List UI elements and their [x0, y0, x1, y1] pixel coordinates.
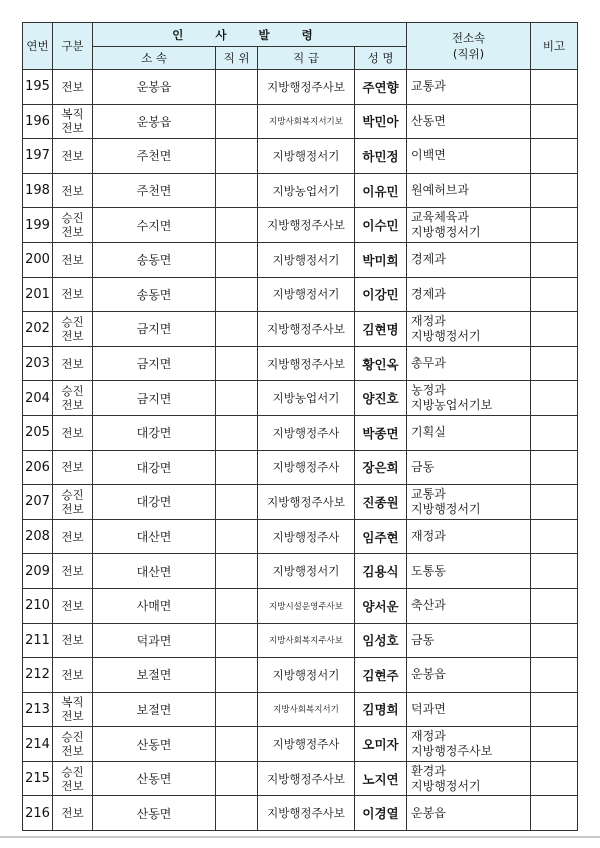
header-grade: 직 급	[258, 47, 355, 70]
cell-unit: 보절면	[93, 658, 216, 693]
cell-grade: 지방사회복지주사보	[258, 623, 355, 658]
cell-grade: 지방행정서기	[258, 242, 355, 277]
table-row	[23, 588, 578, 623]
prev-unit-line: 운봉읍	[411, 667, 446, 682]
type-line: 전보	[61, 501, 84, 516]
cell-prev-unit	[407, 761, 531, 796]
cell-grade: 지방행정주사보	[258, 796, 355, 831]
cell-no: 204	[23, 381, 53, 416]
cell-prev-unit	[407, 242, 531, 277]
type-line: 전보	[61, 398, 84, 413]
cell-remark	[531, 796, 578, 831]
table-row	[23, 277, 578, 312]
cell-grade: 지방행정주사보	[258, 761, 355, 796]
cell-grade: 지방행정서기	[258, 139, 355, 174]
type-line: 승진	[61, 384, 84, 399]
cell-no: 216	[23, 796, 53, 831]
cell-unit: 대강면	[93, 450, 216, 485]
cell-name: 장은희	[355, 450, 407, 485]
cell-grade: 지방행정주사보	[258, 485, 355, 520]
cell-remark	[531, 70, 578, 105]
cell-position	[216, 381, 258, 416]
cell-name: 박종면	[355, 415, 407, 450]
prev-unit-line: 경제과	[411, 252, 446, 267]
type-line: 전보	[61, 529, 84, 544]
table-row	[23, 242, 578, 277]
table-header	[23, 23, 578, 70]
table-row	[23, 519, 578, 554]
cell-grade: 지방사회복지서기보	[258, 104, 355, 139]
cell-no: 215	[23, 761, 53, 796]
cell-unit: 대산면	[93, 554, 216, 589]
cell-position	[216, 346, 258, 381]
cell-name: 하민정	[355, 139, 407, 174]
type-line: 전보	[61, 121, 84, 136]
cell-no: 212	[23, 658, 53, 693]
cell-remark	[531, 346, 578, 381]
cell-name: 양진호	[355, 381, 407, 416]
type-line: 전보	[61, 79, 84, 94]
cell-no: 199	[23, 208, 53, 243]
type-line: 전보	[61, 460, 84, 475]
cell-position	[216, 658, 258, 693]
prev-unit-line: 지방행정서기	[411, 778, 481, 793]
cell-prev-unit	[407, 588, 531, 623]
cell-grade: 지방사회복지서기	[258, 692, 355, 727]
table-row	[23, 415, 578, 450]
cell-no: 210	[23, 588, 53, 623]
header-position: 직 위	[216, 47, 258, 70]
prev-unit-line: 기획실	[411, 425, 446, 440]
table-row	[23, 173, 578, 208]
cell-no: 213	[23, 692, 53, 727]
cell-type	[53, 139, 93, 174]
header-unit: 소 속	[93, 47, 216, 70]
cell-position	[216, 554, 258, 589]
cell-grade: 지방행정주사	[258, 727, 355, 762]
cell-prev-unit	[407, 692, 531, 727]
cell-name: 임성호	[355, 623, 407, 658]
cell-prev-unit	[407, 727, 531, 762]
cell-position	[216, 692, 258, 727]
cell-prev-unit	[407, 658, 531, 693]
cell-name: 박미희	[355, 242, 407, 277]
cell-name: 양서운	[355, 588, 407, 623]
cell-unit: 산동면	[93, 761, 216, 796]
header-prev-position-label: (직위)	[452, 47, 485, 61]
prev-unit-line: 지방행정서기	[411, 501, 481, 516]
cell-unit: 대강면	[93, 485, 216, 520]
cell-prev-unit	[407, 104, 531, 139]
cell-no: 202	[23, 312, 53, 347]
cell-position	[216, 277, 258, 312]
cell-type	[53, 415, 93, 450]
cell-remark	[531, 485, 578, 520]
cell-unit: 송동면	[93, 277, 216, 312]
cell-unit: 송동면	[93, 242, 216, 277]
cell-remark	[531, 588, 578, 623]
table-row	[23, 485, 578, 520]
cell-position	[216, 208, 258, 243]
cell-remark	[531, 692, 578, 727]
cell-name: 김명희	[355, 692, 407, 727]
personnel-appointment-table	[22, 22, 578, 831]
cell-grade: 지방행정주사	[258, 415, 355, 450]
cell-grade: 지방행정주사	[258, 519, 355, 554]
prev-unit-line: 재정과	[411, 729, 446, 744]
cell-grade: 지방행정주사보	[258, 70, 355, 105]
cell-no: 211	[23, 623, 53, 658]
type-line: 전보	[61, 778, 84, 793]
table-row	[23, 139, 578, 174]
table-row	[23, 658, 578, 693]
cell-remark	[531, 450, 578, 485]
cell-position	[216, 588, 258, 623]
cell-grade: 지방농업서기	[258, 381, 355, 416]
prev-unit-line: 재정과	[411, 313, 446, 328]
prev-unit-line: 지방농업서기보	[411, 398, 493, 413]
type-line: 승진	[61, 487, 84, 502]
header-appointment	[93, 23, 407, 47]
cell-position	[216, 623, 258, 658]
cell-prev-unit	[407, 173, 531, 208]
type-line: 전보	[61, 148, 84, 163]
cell-remark	[531, 104, 578, 139]
type-line: 전보	[61, 806, 84, 821]
cell-grade: 지방농업서기	[258, 173, 355, 208]
cell-no: 200	[23, 242, 53, 277]
cell-prev-unit	[407, 519, 531, 554]
prev-unit-line: 교육체육과	[411, 210, 469, 225]
cell-unit: 금지면	[93, 312, 216, 347]
type-line: 승진	[61, 764, 84, 779]
cell-prev-unit	[407, 312, 531, 347]
cell-unit: 운봉읍	[93, 70, 216, 105]
cell-type	[53, 346, 93, 381]
table-row	[23, 554, 578, 589]
cell-remark	[531, 381, 578, 416]
cell-type	[53, 658, 93, 693]
prev-unit-line: 교통과	[411, 79, 446, 94]
cell-unit: 대강면	[93, 415, 216, 450]
cell-unit: 산동면	[93, 727, 216, 762]
cell-unit: 보절면	[93, 692, 216, 727]
prev-unit-line: 덕과면	[411, 701, 446, 716]
cell-no: 201	[23, 277, 53, 312]
cell-remark	[531, 242, 578, 277]
prev-unit-line: 금동	[411, 459, 435, 474]
prev-unit-line: 운봉읍	[411, 805, 446, 820]
cell-prev-unit	[407, 346, 531, 381]
prev-unit-line: 총무과	[411, 356, 446, 371]
cell-prev-unit	[407, 381, 531, 416]
cell-remark	[531, 727, 578, 762]
prev-unit-line: 축산과	[411, 598, 446, 613]
cell-unit: 운봉읍	[93, 104, 216, 139]
cell-no: 198	[23, 173, 53, 208]
cell-name: 이강민	[355, 277, 407, 312]
type-line: 전보	[61, 183, 84, 198]
type-line: 전보	[61, 667, 84, 682]
cell-prev-unit	[407, 70, 531, 105]
table-row	[23, 208, 578, 243]
cell-grade: 지방행정주사보	[258, 312, 355, 347]
cell-prev-unit	[407, 415, 531, 450]
cell-position	[216, 796, 258, 831]
cell-position	[216, 450, 258, 485]
cell-remark	[531, 208, 578, 243]
cell-type	[53, 519, 93, 554]
cell-prev-unit	[407, 208, 531, 243]
cell-type	[53, 104, 93, 139]
cell-unit: 주천면	[93, 139, 216, 174]
cell-remark	[531, 312, 578, 347]
cell-grade: 지방행정주사보	[258, 346, 355, 381]
type-line: 전보	[61, 328, 84, 343]
cell-name: 노지연	[355, 761, 407, 796]
cell-position	[216, 727, 258, 762]
cell-type	[53, 277, 93, 312]
cell-position	[216, 104, 258, 139]
cell-grade: 지방행정서기	[258, 554, 355, 589]
cell-no: 195	[23, 70, 53, 105]
cell-unit: 산동면	[93, 796, 216, 831]
prev-unit-line: 도통동	[411, 563, 446, 578]
cell-name: 오미자	[355, 727, 407, 762]
cell-no: 209	[23, 554, 53, 589]
cell-position	[216, 485, 258, 520]
cell-name: 이경열	[355, 796, 407, 831]
cell-type	[53, 727, 93, 762]
cell-unit: 금지면	[93, 381, 216, 416]
cell-position	[216, 415, 258, 450]
cell-type	[53, 381, 93, 416]
cell-name: 김용식	[355, 554, 407, 589]
table-row	[23, 104, 578, 139]
prev-unit-line: 교통과	[411, 486, 446, 501]
type-line: 승진	[61, 314, 84, 329]
cell-prev-unit	[407, 554, 531, 589]
table-row	[23, 70, 578, 105]
type-line: 복직	[61, 107, 84, 122]
cell-remark	[531, 623, 578, 658]
type-line: 전보	[61, 709, 84, 724]
page-bottom-rule	[0, 836, 600, 838]
prev-unit-line: 지방행정서기	[411, 328, 481, 343]
type-line: 복직	[61, 695, 84, 710]
cell-type	[53, 242, 93, 277]
cell-position	[216, 242, 258, 277]
cell-grade: 지방행정서기	[258, 277, 355, 312]
type-line: 전보	[61, 287, 84, 302]
cell-prev-unit	[407, 139, 531, 174]
cell-position	[216, 312, 258, 347]
cell-grade: 지방행정주사보	[258, 208, 355, 243]
cell-unit: 대산면	[93, 519, 216, 554]
prev-unit-line: 경제과	[411, 286, 446, 301]
cell-no: 196	[23, 104, 53, 139]
cell-remark	[531, 139, 578, 174]
prev-unit-line: 이백면	[411, 148, 446, 163]
cell-type	[53, 173, 93, 208]
table-row	[23, 623, 578, 658]
cell-type	[53, 70, 93, 105]
cell-unit: 수지면	[93, 208, 216, 243]
cell-type	[53, 761, 93, 796]
header-type: 구분	[53, 23, 93, 70]
cell-unit: 금지면	[93, 346, 216, 381]
cell-no: 205	[23, 415, 53, 450]
cell-prev-unit	[407, 796, 531, 831]
cell-type	[53, 588, 93, 623]
prev-unit-line: 재정과	[411, 529, 446, 544]
cell-type	[53, 208, 93, 243]
cell-remark	[531, 519, 578, 554]
cell-grade: 지방행정주사	[258, 450, 355, 485]
table-row	[23, 727, 578, 762]
table-row	[23, 450, 578, 485]
type-line: 전보	[61, 425, 84, 440]
cell-prev-unit	[407, 450, 531, 485]
type-line: 전보	[61, 252, 84, 267]
cell-type	[53, 692, 93, 727]
cell-name: 이수민	[355, 208, 407, 243]
cell-remark	[531, 761, 578, 796]
prev-unit-line: 지방행정서기	[411, 225, 481, 240]
cell-position	[216, 761, 258, 796]
personnel-table-sheet	[22, 22, 577, 831]
cell-remark	[531, 554, 578, 589]
cell-type	[53, 485, 93, 520]
cell-unit: 주천면	[93, 173, 216, 208]
type-line: 승진	[61, 730, 84, 745]
table-row	[23, 346, 578, 381]
type-line: 전보	[61, 598, 84, 613]
type-line: 전보	[61, 564, 84, 579]
prev-unit-line: 산동면	[411, 113, 446, 128]
header-remark: 비고	[531, 23, 578, 70]
table-row	[23, 796, 578, 831]
cell-remark	[531, 173, 578, 208]
table-body	[23, 70, 578, 831]
cell-no: 207	[23, 485, 53, 520]
cell-type	[53, 796, 93, 831]
table-row	[23, 312, 578, 347]
prev-unit-line: 환경과	[411, 763, 446, 778]
cell-position	[216, 173, 258, 208]
cell-prev-unit	[407, 277, 531, 312]
cell-name: 황인옥	[355, 346, 407, 381]
type-line: 승진	[61, 211, 84, 226]
cell-position	[216, 70, 258, 105]
cell-type	[53, 554, 93, 589]
cell-prev-unit	[407, 485, 531, 520]
cell-position	[216, 519, 258, 554]
cell-prev-unit	[407, 623, 531, 658]
cell-unit: 사매면	[93, 588, 216, 623]
cell-no: 214	[23, 727, 53, 762]
prev-unit-line: 지방행정주사보	[411, 744, 493, 759]
cell-no: 206	[23, 450, 53, 485]
cell-name: 박민아	[355, 104, 407, 139]
header-no: 연번	[23, 23, 53, 70]
prev-unit-line: 금동	[411, 632, 435, 647]
header-appointment-label: 인 사 발 령	[172, 27, 327, 42]
cell-no: 197	[23, 139, 53, 174]
cell-type	[53, 623, 93, 658]
header-name: 성 명	[355, 47, 407, 70]
cell-grade: 지방행정서기	[258, 658, 355, 693]
cell-type	[53, 450, 93, 485]
cell-no: 208	[23, 519, 53, 554]
header-prev-unit	[407, 23, 531, 70]
type-line: 전보	[61, 225, 84, 240]
prev-unit-line: 원예허브과	[411, 183, 469, 198]
cell-name: 주연향	[355, 70, 407, 105]
table-row	[23, 761, 578, 796]
cell-remark	[531, 277, 578, 312]
cell-name: 김현주	[355, 658, 407, 693]
type-line: 전보	[61, 356, 84, 371]
cell-no: 203	[23, 346, 53, 381]
cell-type	[53, 312, 93, 347]
prev-unit-line: 농정과	[411, 383, 446, 398]
type-line: 전보	[61, 633, 84, 648]
cell-unit: 덕과면	[93, 623, 216, 658]
cell-position	[216, 139, 258, 174]
header-prev-unit-label: 전소속	[451, 31, 486, 45]
table-row	[23, 381, 578, 416]
cell-name: 이유민	[355, 173, 407, 208]
cell-name: 임주현	[355, 519, 407, 554]
cell-remark	[531, 415, 578, 450]
type-line: 전보	[61, 744, 84, 759]
cell-grade: 지방시설운영주사보	[258, 588, 355, 623]
cell-name: 김현명	[355, 312, 407, 347]
cell-name: 진종원	[355, 485, 407, 520]
table-row	[23, 692, 578, 727]
cell-remark	[531, 658, 578, 693]
